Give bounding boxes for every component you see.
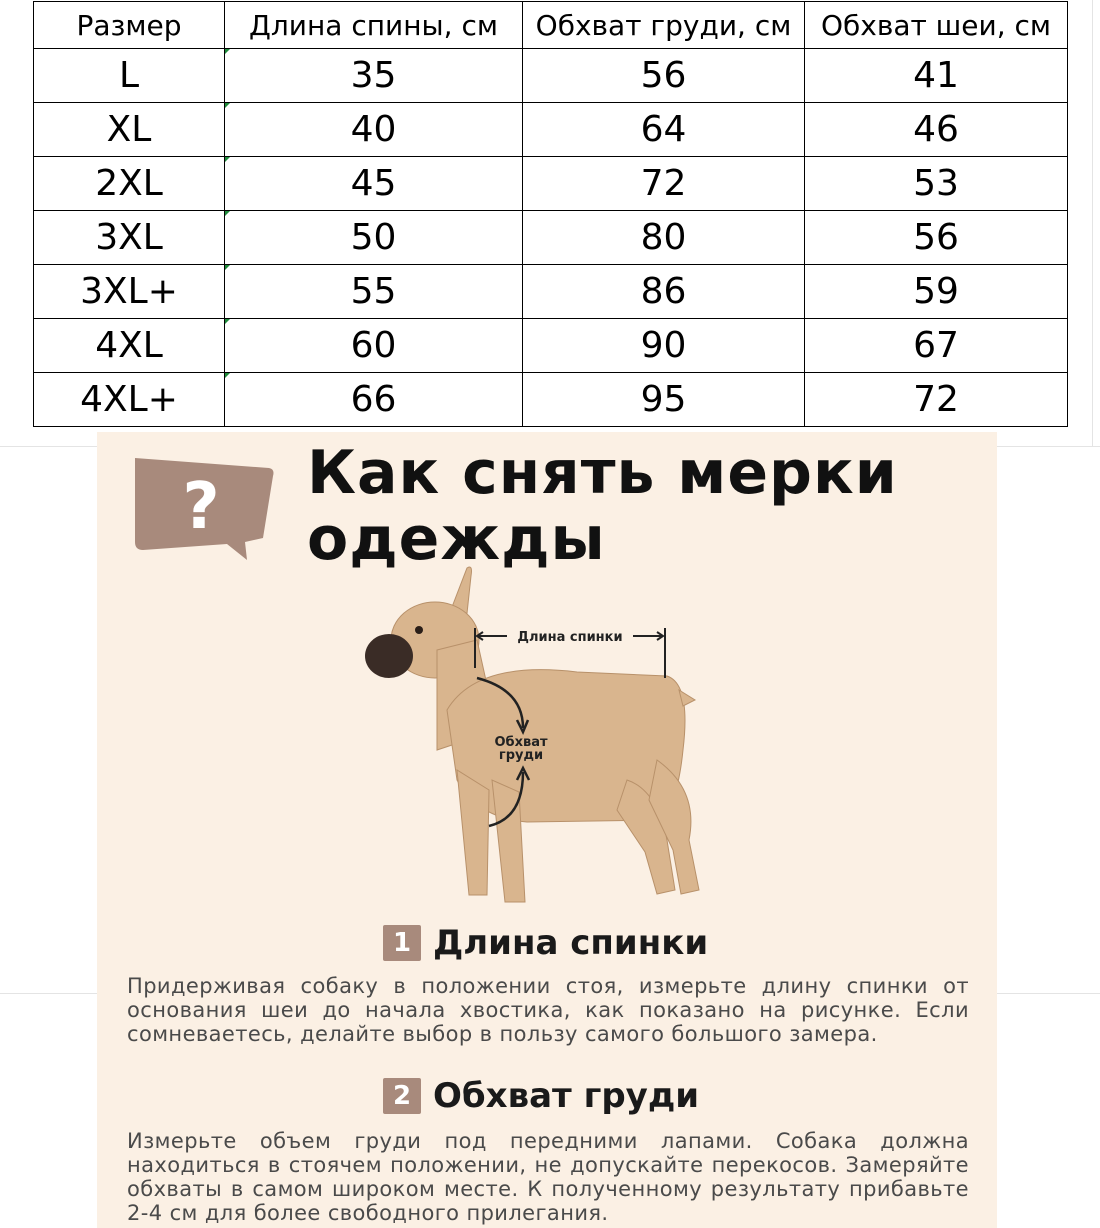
cell-back-length: 40 [225, 103, 523, 157]
section-back-length-text: Придерживая собаку в положении стоя, измерьте длину спинки от основания шеи до начала хвостика, как показано на рисунке. Если сомневаетесь, делайте выбор в пользу самого большого замера. [127, 974, 969, 1046]
section-back-length-title [383, 923, 708, 963]
cell-chest: 95 [523, 373, 805, 427]
guide-title-line2: одежды [307, 504, 606, 574]
header-chest: Обхват груди, см [523, 2, 805, 49]
question-bubble-icon [127, 450, 277, 560]
cell-back-length: 50 [225, 211, 523, 265]
guide-title [307, 440, 898, 572]
cell-neck: 67 [805, 319, 1068, 373]
size-table [33, 1, 1068, 427]
cell-size: L [34, 49, 225, 103]
cell-neck: 46 [805, 103, 1068, 157]
table-row [34, 157, 1068, 211]
cell-size: XL [34, 103, 225, 157]
header-neck: Обхват шеи, см [805, 2, 1068, 49]
measurement-guide [97, 432, 997, 1228]
table-row [34, 265, 1068, 319]
cell-chest: 86 [523, 265, 805, 319]
header-size: Размер [34, 2, 225, 49]
cell-size: 3XL+ [34, 265, 225, 319]
section-chest-text: Измерьте объем груди под передними лапами. Собака должна находиться в стоячем положении, не допускайте перекосов. Замеряйте обхваты в самом широком месте. К полученному результату прибавьте 2-4 см для более свободного прилегания. [127, 1129, 969, 1225]
ghost-line [1092, 0, 1093, 446]
cell-chest: 90 [523, 319, 805, 373]
cell-back-length: 60 [225, 319, 523, 373]
cell-neck: 72 [805, 373, 1068, 427]
cell-back-length: 55 [225, 265, 523, 319]
table-row [34, 211, 1068, 265]
ghost-line [0, 446, 97, 447]
cell-back-length: 45 [225, 157, 523, 211]
cell-size: 4XL [34, 319, 225, 373]
section-chest-title [383, 1076, 699, 1116]
table-row [34, 319, 1068, 373]
chest-label-line2: груди [498, 748, 544, 763]
table-row [34, 103, 1068, 157]
cell-chest: 80 [523, 211, 805, 265]
cell-neck: 59 [805, 265, 1068, 319]
back-length-label: Длина спинки [517, 630, 623, 645]
ghost-line [997, 446, 1100, 447]
cell-size: 2XL [34, 157, 225, 211]
section-title-text: Обхват груди [433, 1076, 700, 1116]
cell-size: 4XL+ [34, 373, 225, 427]
guide-title-line1: Как снять мерки [307, 438, 898, 508]
section-number-badge: 1 [383, 925, 421, 961]
cell-back-length: 35 [225, 49, 523, 103]
cell-chest: 64 [523, 103, 805, 157]
ghost-line [0, 993, 97, 994]
dog-diagram [327, 560, 747, 920]
table-row [34, 49, 1068, 103]
table-header-row [34, 2, 1068, 49]
ghost-line [997, 993, 1100, 994]
chest-label-line1: Обхват [494, 735, 548, 750]
svg-text:?: ? [182, 470, 220, 544]
header-back-length: Длина спины, см [225, 2, 523, 49]
cell-neck: 53 [805, 157, 1068, 211]
section-title-text: Длина спинки [433, 923, 709, 963]
section-number-badge: 2 [383, 1078, 421, 1114]
cell-chest: 72 [523, 157, 805, 211]
cell-neck: 56 [805, 211, 1068, 265]
cell-neck: 41 [805, 49, 1068, 103]
cell-size: 3XL [34, 211, 225, 265]
dog-eye [415, 626, 423, 634]
cell-back-length: 66 [225, 373, 523, 427]
cell-chest: 56 [523, 49, 805, 103]
table-row [34, 373, 1068, 427]
